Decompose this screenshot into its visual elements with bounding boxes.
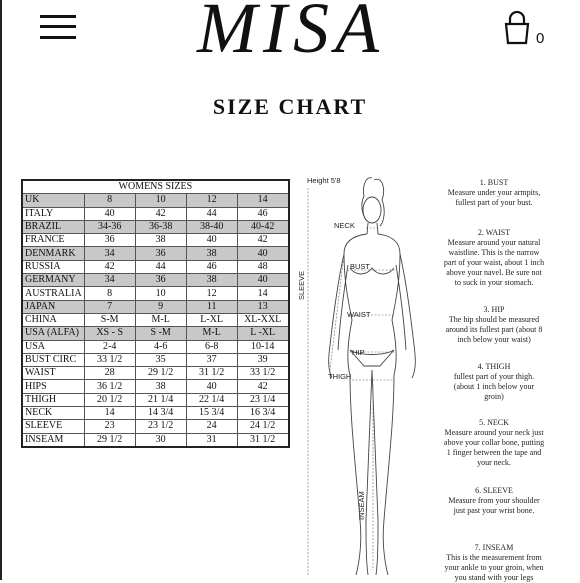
size-cell: 12 [186, 287, 237, 300]
size-row-label: UK [22, 194, 84, 207]
size-cell: 34 [84, 247, 135, 260]
instruction-title: 1. BUST [479, 178, 509, 187]
womens-size-table [21, 179, 290, 448]
table-row [22, 234, 289, 247]
size-cell: 8 [84, 194, 135, 207]
size-cell: 34-36 [84, 220, 135, 233]
cart-button[interactable] [500, 10, 548, 50]
figure-thigh-label: THIGH [328, 372, 352, 381]
size-cell: 42 [84, 260, 135, 273]
size-cell: 24 [186, 420, 237, 433]
size-cell: 2-4 [84, 340, 135, 353]
size-cell: 22 1/4 [186, 393, 237, 406]
size-cell: 10 [135, 287, 186, 300]
size-cell: 38 [186, 247, 237, 260]
size-cell: XL-XXL [237, 313, 289, 326]
size-row-label: WAIST [22, 367, 84, 380]
table-row [22, 274, 289, 287]
instruction-text: above your collar bone, putting [443, 438, 545, 447]
instruction-text: Measure around your neck just [444, 428, 544, 437]
size-row-label: DENMARK [22, 247, 84, 260]
size-row-label: THIGH [22, 393, 84, 406]
table-row [22, 353, 289, 366]
size-cell: 14 [237, 194, 289, 207]
figure-hip-label: HIP [352, 348, 365, 357]
table-row [22, 340, 289, 353]
size-cell: 29 1/2 [84, 433, 135, 447]
instruction-text: above your navel. Be sure not [446, 268, 542, 277]
table-row [22, 327, 289, 340]
figure-waist-label: WAIST [347, 310, 371, 319]
size-cell: 40 [237, 247, 289, 260]
size-row-label: AUSTRALIA [22, 287, 84, 300]
size-cell: 28 [84, 367, 135, 380]
size-cell: 33 1/2 [237, 367, 289, 380]
instruction-text: just past your wrist bone. [453, 506, 535, 515]
figure-height-label: Height 5'8 [307, 176, 341, 185]
size-cell: 23 [84, 420, 135, 433]
size-row-label: JAPAN [22, 300, 84, 313]
size-cell: 30 [135, 433, 186, 447]
size-cell: 12 [186, 194, 237, 207]
size-cell: 38-40 [186, 220, 237, 233]
table-row [22, 313, 289, 326]
instruction-block [438, 418, 550, 468]
table-title: WOMENS SIZES [22, 180, 289, 194]
size-row-label: BUST CIRC [22, 353, 84, 366]
size-row-label: NECK [22, 407, 84, 420]
instruction-block [438, 178, 550, 208]
instruction-title: 4. THIGH [477, 362, 511, 371]
size-cell: 37 [186, 353, 237, 366]
table-row [22, 260, 289, 273]
table-row [22, 287, 289, 300]
instruction-text: (about 1 inch below your [453, 382, 535, 391]
size-cell: 34 [84, 274, 135, 287]
size-cell: L -XL [237, 327, 289, 340]
size-cell: 9 [135, 300, 186, 313]
size-row-label: USA (ALFA) [22, 327, 84, 340]
size-cell: S-M [84, 313, 135, 326]
size-cell: 48 [237, 260, 289, 273]
instruction-title: 5. NECK [479, 418, 509, 427]
instruction-text: around its fullest part (about 8 [445, 325, 543, 334]
size-cell: 36 1/2 [84, 380, 135, 393]
size-cell: 29 1/2 [135, 367, 186, 380]
instruction-text: This is the measurement from [446, 553, 542, 562]
page-left-border [0, 0, 2, 580]
size-cell: 14 [237, 287, 289, 300]
size-cell: 7 [84, 300, 135, 313]
instruction-text: fullest part of your thigh. [453, 372, 535, 381]
table-row [22, 420, 289, 433]
shopping-bag-icon [502, 10, 532, 46]
table-row [22, 207, 289, 220]
size-cell: S -M [135, 327, 186, 340]
size-cell: 38 [135, 380, 186, 393]
size-row-label: SLEEVE [22, 420, 84, 433]
size-row-label: CHINA [22, 313, 84, 326]
size-cell: 35 [135, 353, 186, 366]
size-cell: 36 [135, 247, 186, 260]
figure-neck-label: NECK [334, 221, 355, 230]
size-cell: L-XL [186, 313, 237, 326]
size-cell: 31 1/2 [237, 433, 289, 447]
brand-logo[interactable]: MISA [197, 0, 385, 68]
instruction-text: your neck. [477, 458, 511, 467]
size-cell: 42 [237, 380, 289, 393]
size-cell: 20 1/2 [84, 393, 135, 406]
figure-bust-label: BUST [350, 262, 371, 271]
table-row [22, 300, 289, 313]
cart-count: 0 [536, 30, 545, 47]
instruction-block [438, 362, 550, 402]
size-cell: 46 [186, 260, 237, 273]
table-row [22, 393, 289, 406]
size-cell: 40 [186, 380, 237, 393]
instruction-text: The hip should be measured [448, 315, 540, 324]
size-cell: 14 [84, 407, 135, 420]
size-cell: XS - S [84, 327, 135, 340]
size-cell: 39 [237, 353, 289, 366]
size-row-label: HIPS [22, 380, 84, 393]
table-row [22, 247, 289, 260]
size-cell: 4-6 [135, 340, 186, 353]
size-cell: 11 [186, 300, 237, 313]
instruction-text: Measure from your shoulder [448, 496, 540, 505]
figure-inseam-label: INSEAM [357, 491, 366, 520]
size-cell: 44 [135, 260, 186, 273]
instruction-text: groin) [484, 392, 504, 401]
table-row [22, 380, 289, 393]
size-cell: 40 [186, 234, 237, 247]
instruction-text: part of your waist, about 1 inch [443, 258, 545, 267]
instruction-block [438, 305, 550, 345]
size-cell: 46 [237, 207, 289, 220]
instruction-title: 6. SLEEVE [475, 486, 513, 495]
instruction-text: Measure under your armpits, [447, 188, 541, 197]
page-title: SIZE CHART [212, 94, 368, 119]
size-cell: 36 [135, 274, 186, 287]
size-cell: 23 1/4 [237, 393, 289, 406]
instruction-text: fullest part of your bust. [455, 198, 533, 207]
instruction-text: you stand with your legs [454, 573, 534, 582]
table-row [22, 220, 289, 233]
instruction-title: 2. WAIST [477, 228, 511, 237]
instruction-title: 7. INSEAM [474, 543, 514, 552]
instruction-text: your ankle to your groin, when [444, 563, 544, 572]
size-cell: 40 [237, 274, 289, 287]
size-cell: 40 [84, 207, 135, 220]
size-cell: 40-42 [237, 220, 289, 233]
instruction-text: to suck in your stomach. [454, 278, 534, 287]
hamburger-menu-icon[interactable] [40, 13, 76, 41]
table-row [22, 194, 289, 207]
size-cell: 33 1/2 [84, 353, 135, 366]
instruction-text: inch below your waist) [457, 335, 531, 344]
size-cell: 15 3/4 [186, 407, 237, 420]
size-cell: 13 [237, 300, 289, 313]
size-cell: 31 [186, 433, 237, 447]
size-cell: 14 3/4 [135, 407, 186, 420]
size-cell: 10 [135, 194, 186, 207]
size-cell: M-L [186, 327, 237, 340]
size-cell: 36-38 [135, 220, 186, 233]
instruction-block [438, 543, 550, 583]
size-cell: 36 [84, 234, 135, 247]
instruction-text: waistline. This is the narrow [448, 248, 540, 257]
size-row-label: INSEAM [22, 433, 84, 447]
instruction-text: Measure around your natural [447, 238, 541, 247]
size-cell: 38 [186, 274, 237, 287]
instruction-block [438, 486, 550, 516]
size-row-label: BRAZIL [22, 220, 84, 233]
instruction-text: 1 finger between the tape and [446, 448, 542, 457]
size-row-label: GERMANY [22, 274, 84, 287]
table-row [22, 433, 289, 447]
size-cell: 21 1/4 [135, 393, 186, 406]
table-row [22, 367, 289, 380]
table-row [22, 407, 289, 420]
size-cell: 10-14 [237, 340, 289, 353]
size-cell: 38 [135, 234, 186, 247]
figure-sleeve-label: SLEEVE [297, 270, 306, 300]
size-row-label: FRANCE [22, 234, 84, 247]
size-cell: 16 3/4 [237, 407, 289, 420]
size-cell: 6-8 [186, 340, 237, 353]
size-cell: 44 [186, 207, 237, 220]
size-cell: 8 [84, 287, 135, 300]
size-row-label: USA [22, 340, 84, 353]
size-row-label: RUSSIA [22, 260, 84, 273]
size-cell: 31 1/2 [186, 367, 237, 380]
size-cell: M-L [135, 313, 186, 326]
size-cell: 23 1/2 [135, 420, 186, 433]
size-cell: 42 [135, 207, 186, 220]
instruction-title: 3. HIP [483, 305, 505, 314]
instruction-block [438, 228, 550, 288]
size-cell: 24 1/2 [237, 420, 289, 433]
size-row-label: ITALY [22, 207, 84, 220]
size-cell: 42 [237, 234, 289, 247]
